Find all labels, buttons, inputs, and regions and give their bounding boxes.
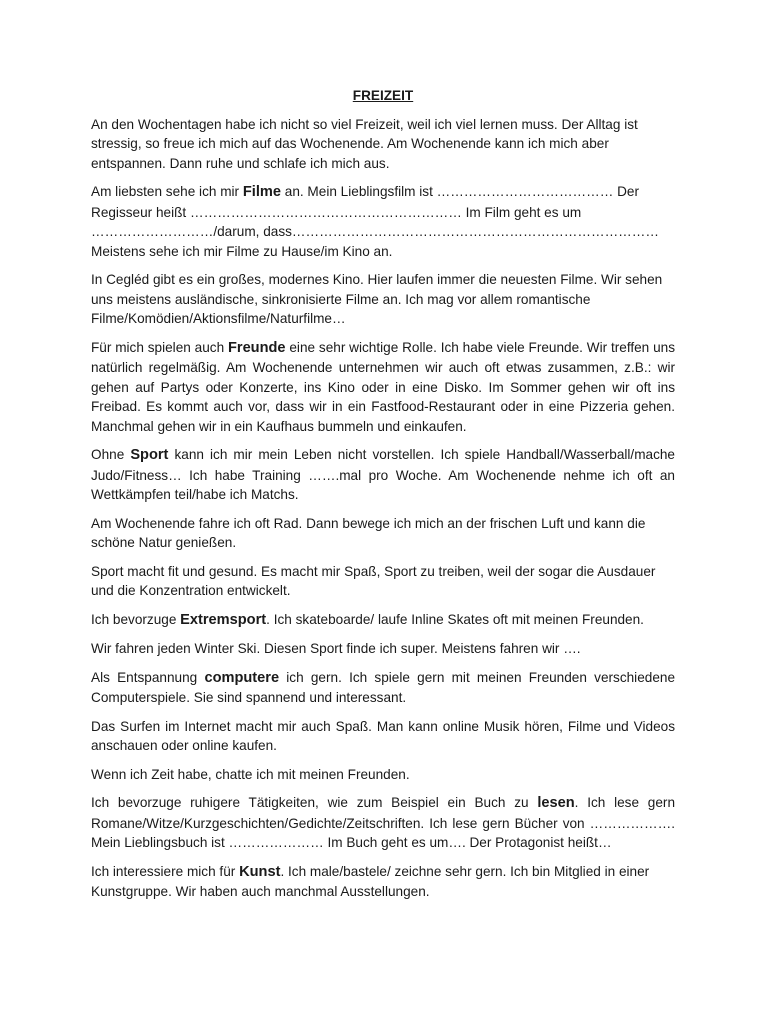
paragraph-text: Als Entspannung bbox=[91, 669, 205, 685]
paragraph bbox=[91, 182, 675, 261]
paragraph-text: Das Surfen im Internet macht mir auch Spaß. Man kann online Musik hören, Filme und Videos anschauen oder online kaufen. bbox=[91, 718, 675, 753]
paragraph bbox=[91, 793, 675, 853]
paragraph bbox=[91, 717, 675, 756]
paragraph bbox=[91, 639, 675, 659]
keyword: Kunst bbox=[239, 863, 281, 880]
keyword: Freunde bbox=[227, 339, 286, 356]
paragraph bbox=[91, 668, 675, 708]
document-title: FREIZEIT bbox=[352, 88, 414, 103]
paragraph-text: Am Wochenende fahre ich oft Rad. Dann bewege ich mich an der frischen Luft und kann die schöne Natur genießen. bbox=[91, 515, 646, 550]
paragraph-text: Ohne bbox=[91, 447, 131, 462]
paragraph bbox=[91, 270, 675, 329]
paragraph-text: eine sehr wichtige Rolle. Ich habe viele Freunde. Wir treffen uns natürlich regelmäßig. Am Wochenende unternehmen wir auch oft etwas zusammen, z.B.: wir gehen auf Partys oder Konzerte, ins Kino oder in eine Disko. Im Sommer gehen wir oft ins Freibad. Es kommt auch vor, dass wir in ein Fastfood-Restaurant oder in eine Pizzeria gehen. Manchmal gehen wir in ein Kaufhaus bummeln und einkaufen. bbox=[91, 339, 675, 434]
paragraph-text: Ich interessiere mich für bbox=[91, 863, 240, 879]
keyword: Filme bbox=[242, 184, 281, 200]
paragraph bbox=[91, 562, 675, 601]
paragraph-text: . Ich male/bastele/ zeichne sehr gern. Ich bin Mitglied in einer Kunstgruppe. Wir haben auch manchmal Ausstellungen. bbox=[91, 863, 650, 899]
keyword: Sport bbox=[130, 447, 169, 463]
paragraph-text: Wir fahren jeden Winter Ski. Diesen Sport finde ich super. Meistens fahren wir …. bbox=[91, 641, 581, 656]
keyword: lesen bbox=[537, 795, 575, 811]
paragraph bbox=[91, 115, 675, 174]
keyword: Extremsport bbox=[180, 611, 267, 628]
paragraph-text: Ich bevorzuge bbox=[91, 611, 181, 627]
paragraph-text: In Cegléd gibt es ein großes, modernes Kino. Hier laufen immer die neuesten Filme. Wir sehen uns meistens ausländische, sinkronisierte Filme an. Ich mag vor allem romantische Filme/Komödien/Aktionsfilme/Naturfilme… bbox=[91, 272, 663, 326]
paragraph-text: an. Mein Lieblingsfilm ist ………………………………… Der Regisseur heißt …………………………………………………… Im Film geht es um ………………………/darum, dass……………………………………………………………………… Meistens sehe ich mir Filme zu Hause/im Kino an. bbox=[91, 184, 659, 259]
paragraph-text: Für mich spielen auch bbox=[91, 339, 228, 355]
paragraph-text: . Ich lese gern Romane/Witze/Kurzgeschichten/Gedichte/Zeitschriften. Ich lese gern Bücher von ………………. Mein Lieblingsbuch ist ………………… Im Buch geht es um…. Der Protagonist heißt… bbox=[91, 795, 676, 850]
document-page bbox=[91, 86, 675, 911]
paragraph-text: Sport macht fit und gesund. Es macht mir Spaß, Sport zu treiben, weil der sogar die Ausdauer und die Konzentration entwickelt. bbox=[91, 563, 656, 598]
paragraph-text: Am liebsten sehe ich mir bbox=[91, 184, 243, 199]
paragraph-text: ich gern. Ich spiele gern mit meinen Freunden verschiedene Computerspiele. Sie sind spannend und interessant. bbox=[91, 669, 676, 705]
paragraph bbox=[91, 514, 675, 553]
keyword: computere bbox=[204, 669, 280, 686]
paragraph bbox=[91, 862, 675, 902]
paragraph-text: . Ich skateboarde/ laufe Inline Skates oft mit meinen Freunden. bbox=[266, 611, 644, 627]
paragraph bbox=[91, 765, 675, 785]
paragraph-text: An den Wochentagen habe ich nicht so viel Freizeit, weil ich viel lernen muss. Der Alltag ist stressig, so freue ich mich auf das Wochenende. Am Wochenende kann ich mich aber entspannen. Dann ruhe und schlafe ich mich aus. bbox=[91, 116, 638, 171]
paragraph bbox=[91, 610, 675, 631]
paragraph-text: Ich bevorzuge ruhigere Tätigkeiten, wie zum Beispiel ein Buch zu bbox=[91, 795, 538, 810]
paragraph-text: Wenn ich Zeit habe, chatte ich mit meinen Freunden. bbox=[91, 766, 410, 782]
paragraph bbox=[91, 338, 675, 437]
paragraph-text: kann ich mir mein Leben nicht vorstellen. Ich spiele Handball/Wasserball/mache Judo/Fitness… Ich habe Training …….mal pro Woche. Am Wochenende nehme ich oft an Wettkämpfen teil/habe ich Matchs. bbox=[91, 447, 675, 502]
document-body bbox=[91, 115, 675, 902]
paragraph bbox=[91, 445, 675, 505]
